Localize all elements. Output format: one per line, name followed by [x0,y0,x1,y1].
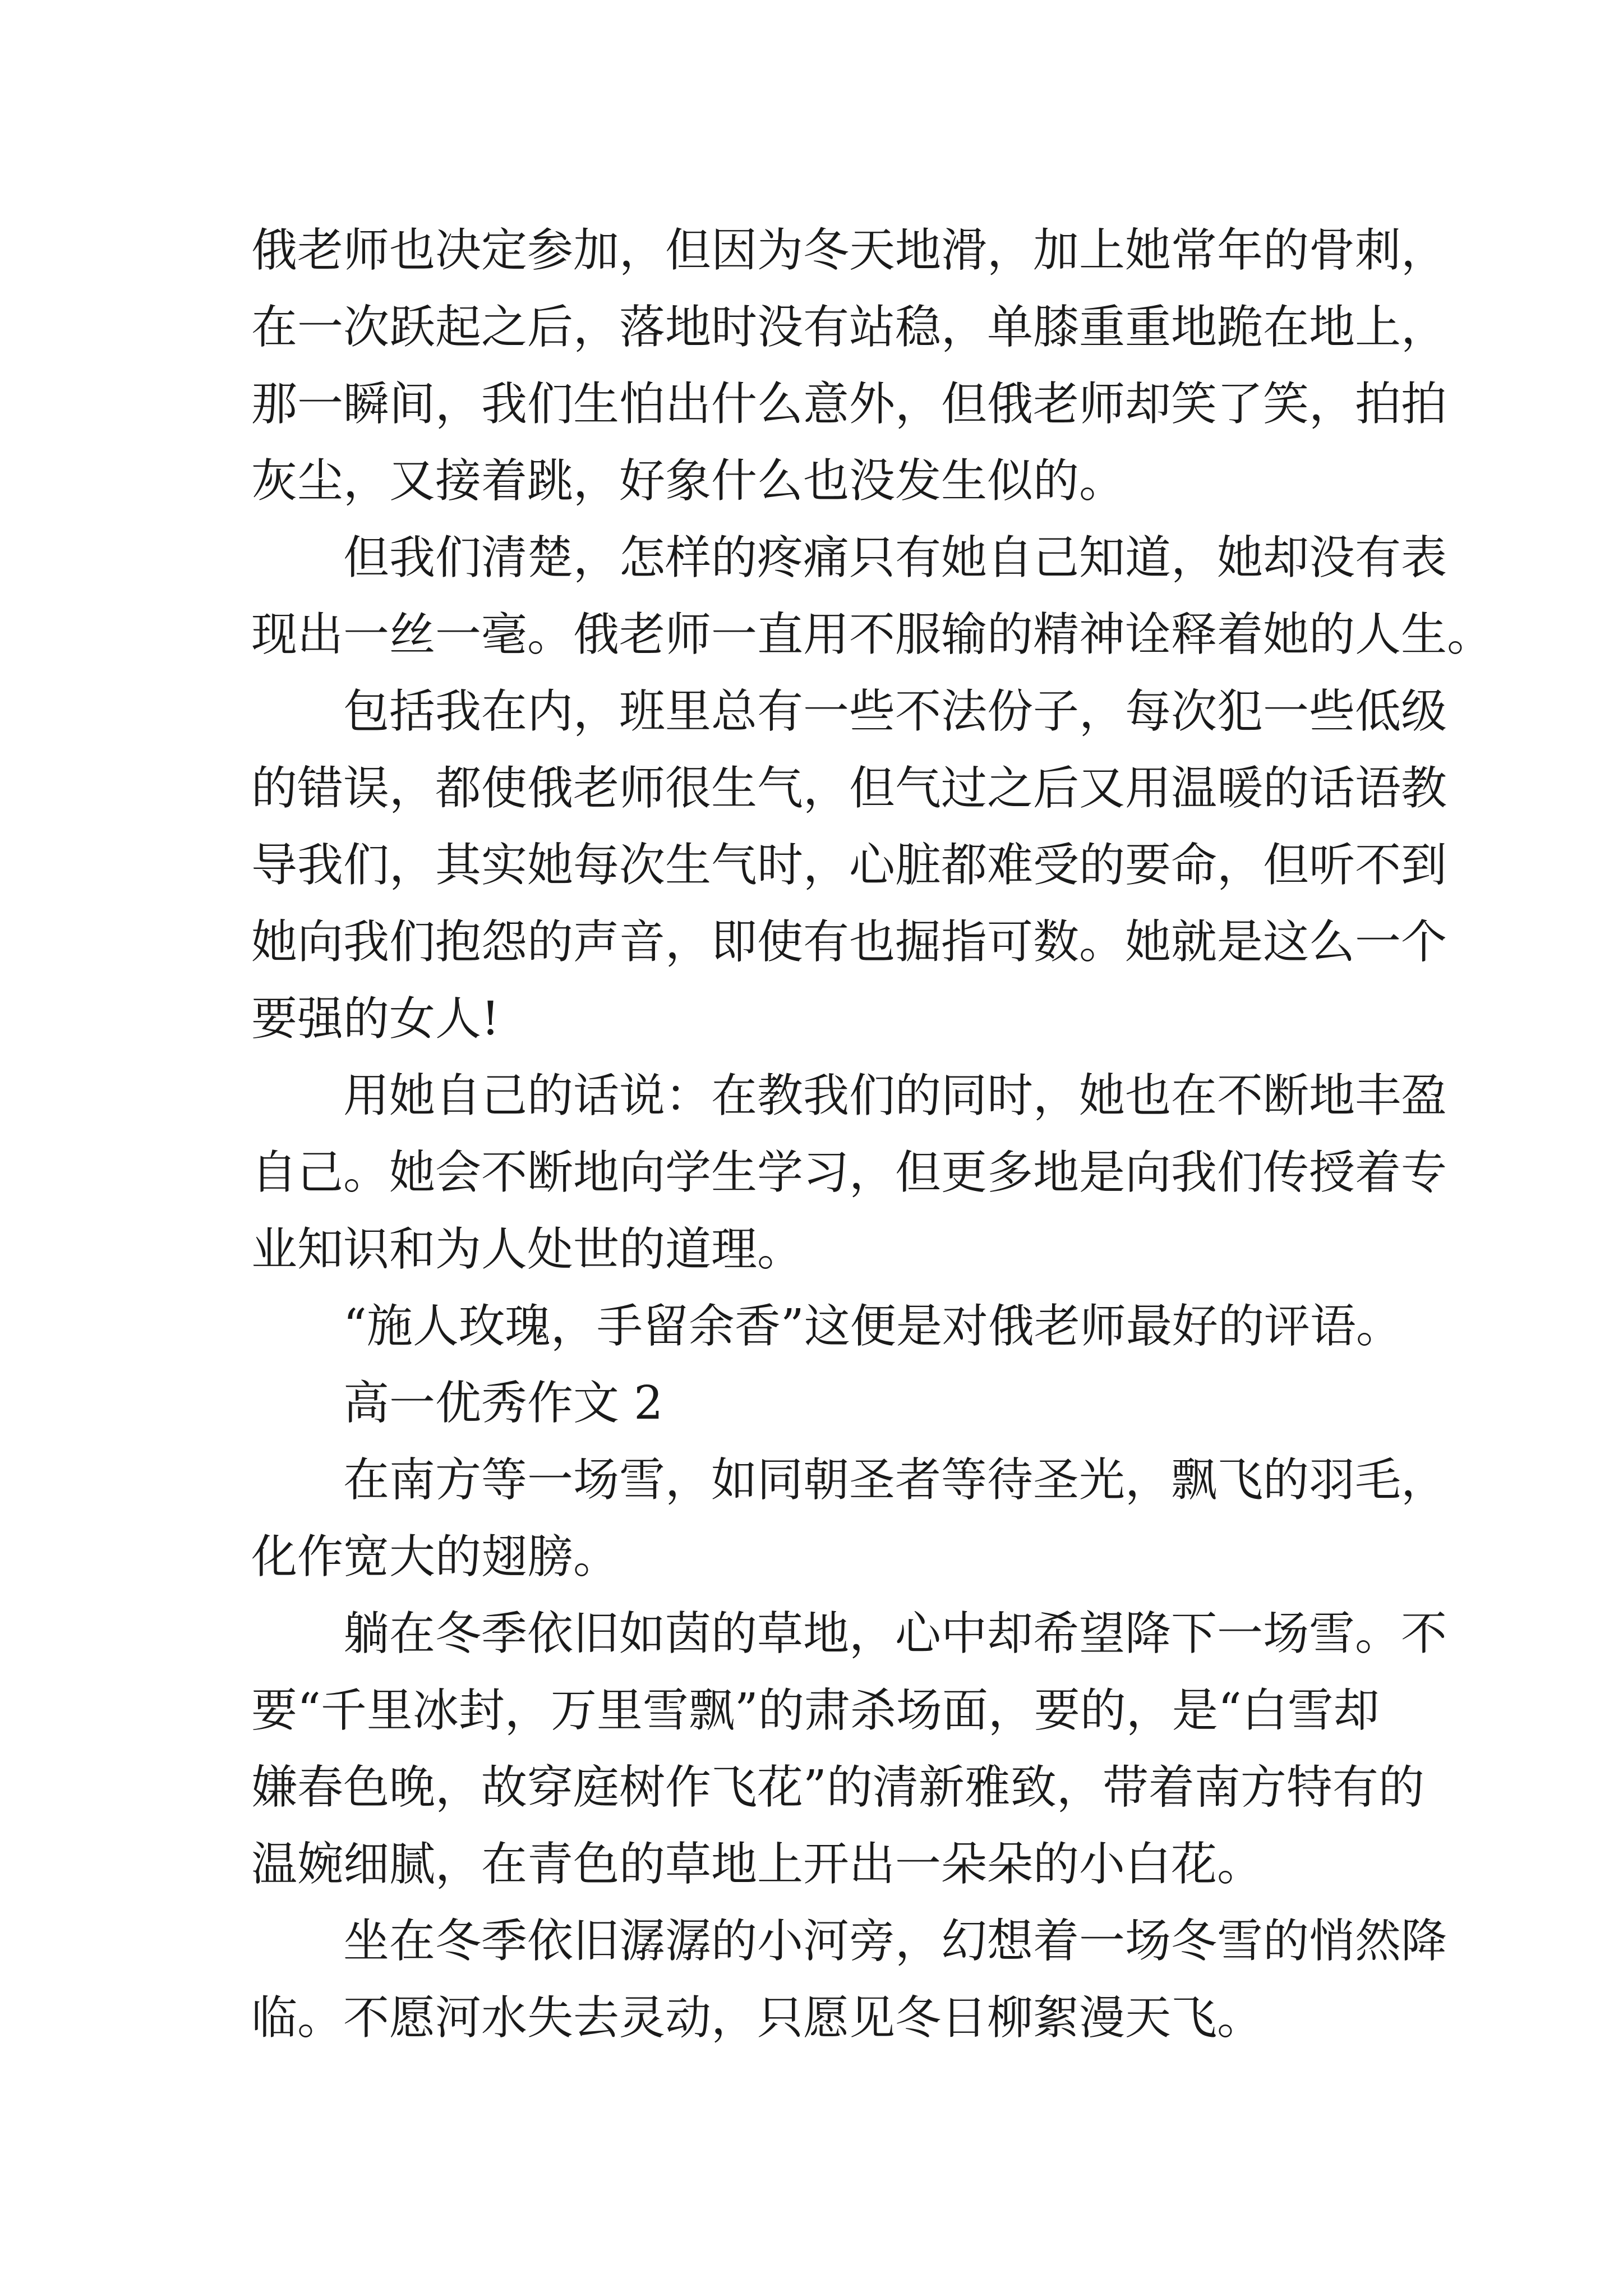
text-line: 要强的女人! [251,992,500,1046]
text-line: 温婉细腻，在青色的草地上开出一朵朵的小白花。 [251,1838,1264,1891]
paragraph-first-line: 在南方等一场雪，如同朝圣者等待圣光，飘飞的羽毛， [343,1453,1447,1507]
paragraph-first-line: 坐在冬季依旧潺潺的小河旁，幻想着一场冬雪的悄然降 [343,1915,1447,1968]
text-line: 现出一丝一毫。俄老师一直用不服输的精神诠释着她的人生。 [251,608,1493,661]
text-line: 灰尘，又接着跳，好象什么也没发生似的。 [251,454,1126,508]
text-line: 化作宽大的翅膀。 [251,1530,620,1584]
text-line: 要“千里冰封，万里雪飘”的肃杀场面，要的，是“白雪却 [251,1684,1380,1737]
text-line: 临。不愿河水失去灵动，只愿见冬日柳絮漫天飞。 [251,1991,1264,2045]
section-heading: 高一优秀作文 2 [343,1377,663,1430]
paragraph-first-line: 用她自己的话说：在教我们的同时，她也在不断地丰盈 [343,1069,1447,1122]
paragraph-first-line: 包括我在内，班里总有一些不法份子，每次犯一些低级 [343,685,1447,738]
paragraph-first-line: “施人玫瑰，手留余香”这便是对俄老师最好的评语。 [343,1300,1402,1353]
text-line: 她向我们抱怨的声音，即使有也掘指可数。她就是这么一个 [251,915,1447,969]
text-line: 嫌春色晚，故穿庭树作飞花”的清新雅致，带着南方特有的 [251,1761,1424,1814]
paragraph-first-line: 躺在冬季依旧如茵的草地，心中却希望降下一场雪。不 [343,1607,1447,1660]
text-line: 那一瞬间，我们生怕出什么意外，但俄老师却笑了笑，拍拍 [251,378,1447,431]
text-line: 在一次跃起之后，落地时没有站稳，单膝重重地跪在地上， [251,301,1447,354]
essay-body [251,212,1493,2056]
text-line: 导我们，其实她每次生气时，心脏都难受的要命，但听不到 [251,839,1447,892]
text-line: 的错误，都使俄老师很生气，但气过之后又用温暖的话语教 [251,762,1447,815]
text-line: 俄老师也决定参加，但因为冬天地滑，加上她常年的骨刺， [251,224,1447,277]
text-line: 自己。她会不断地向学生学习，但更多地是向我们传授着专 [251,1146,1447,1199]
paragraph-first-line: 但我们清楚，怎样的疼痛只有她自己知道，她却没有表 [343,531,1447,585]
text-line: 业知识和为人处世的道理。 [251,1223,804,1276]
